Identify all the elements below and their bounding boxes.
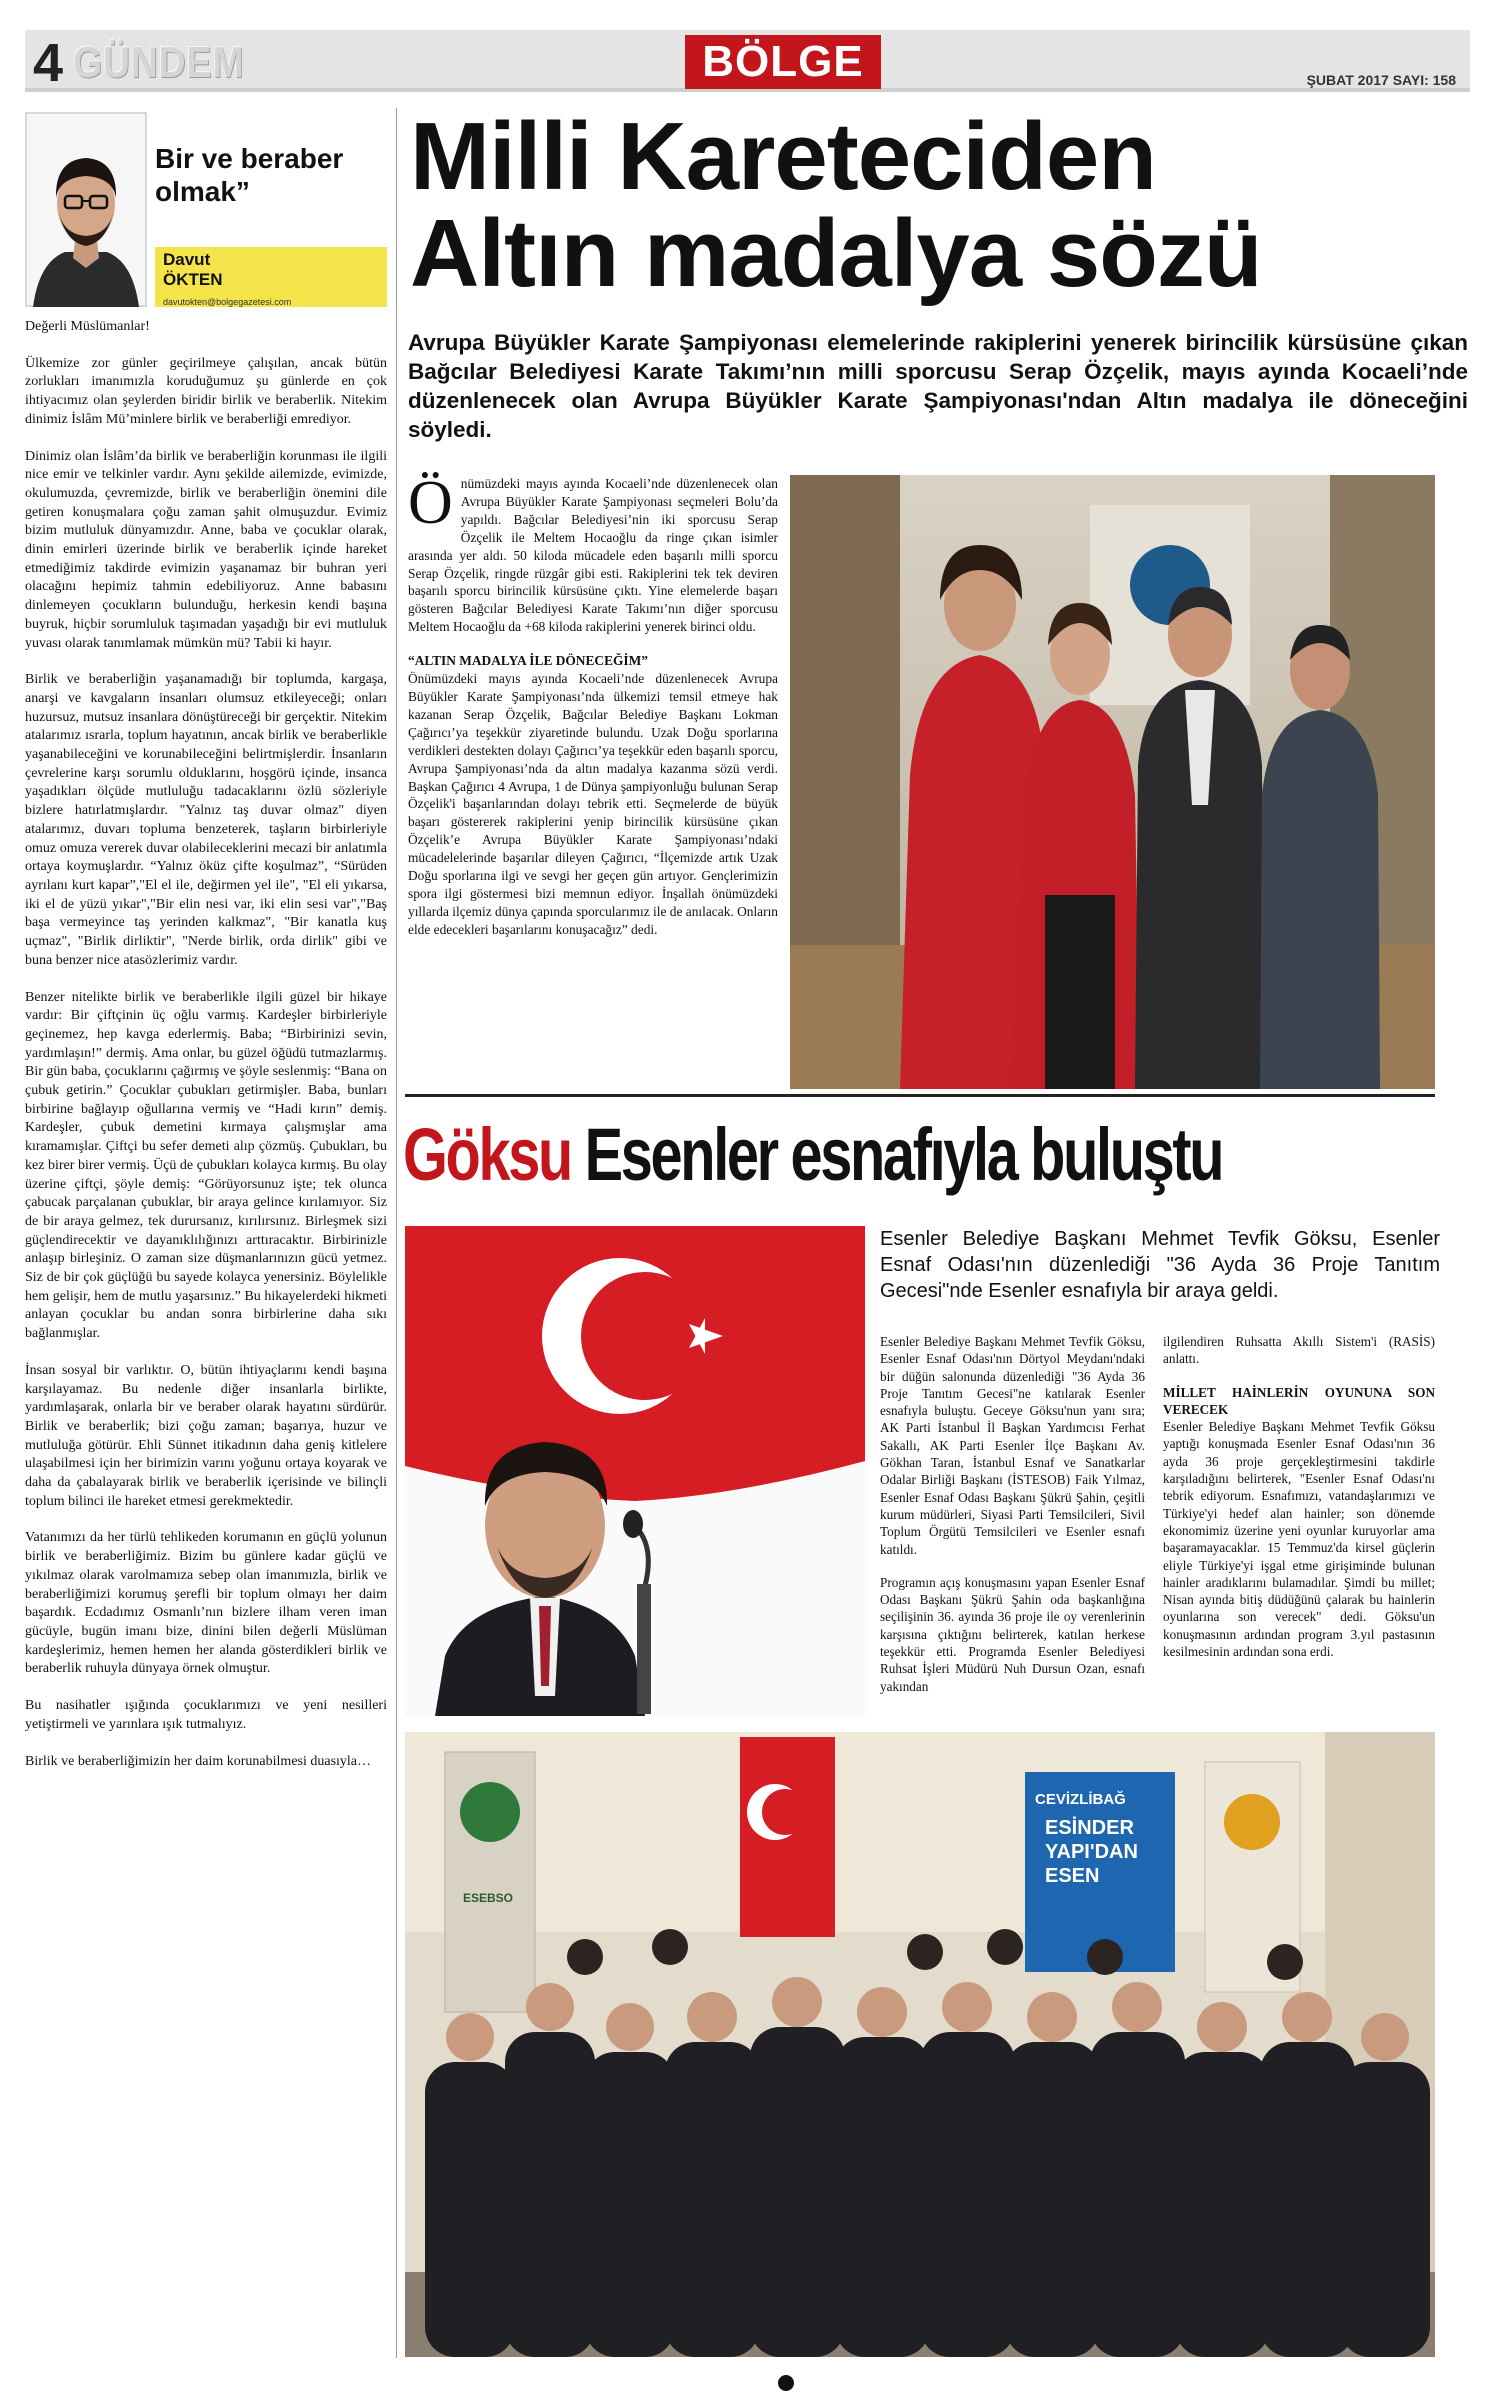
page-number: 4 <box>33 33 62 93</box>
section-name-left: GÜNDEM <box>73 38 245 87</box>
story2-paragraph <box>1163 1384 1435 1661</box>
story2-paragraph: ilgilendiren Ruhsatta Akıllı Sistem'i (RASİS) anlattı. <box>1163 1334 1435 1367</box>
banner-text: CEVİZLİBAĞ <box>1035 1791 1126 1808</box>
story1-body <box>408 469 778 955</box>
esnaf-group-photo <box>405 1732 1435 2357</box>
column-paragraph: Dinimiz olan İslâm’da birlik ve beraberliğin korunması ile ilgili nice emir ve telkinler vardır. Aynı şekilde ailemizde, evimizde, okulumuzda, çevremizde, birlik ve beraberliğin önemini dile getiren konuşmalara çoğu zaman şahit olmuşuzdur. Evimiz bizim mutluluk dünyamızdır. Anne, baba ve çocuklar olarak, dinin emirleri üzerinde birlik ve beraberlik içinde hareket etmediğimiz takdirde evimizin yaşanamaz bir buhran yeri olacağını hepimiz tahmin edebiliyoruz. Anne babasını dinlemeyen çocukların bulunduğu, herkesin kendi başına buyruk, hiçbir sorumluluk taşımadan yaşadığı bir evi mutluluk yuvası olarak tanımlamak mümkün mü? Tabii ki hayır. <box>25 448 387 651</box>
dropcap: Ö <box>408 469 453 537</box>
story1-lead: Avrupa Büyükler Karate Şampiyonası elemelerinde rakiplerini yenerek birincilik kürsüsüne çıkan Bağcılar Belediyesi Karate Takımı’nın milli sporcusu Serap Özçelik, mayıs ayında Kocaeli’nde düzenlenecek olan Avrupa Büyükler Karate Şampiyonası'ndan Altın madalya ile döneceğini söyledi. <box>408 330 1468 442</box>
column-divider <box>396 108 397 2358</box>
story1-paragraph <box>408 469 778 636</box>
page-end-dot <box>778 2375 794 2391</box>
page-header <box>25 30 1470 92</box>
author-email: davutokten@bolgegazetesi.com <box>163 297 292 307</box>
crowd-photo-icon <box>405 1732 1435 2357</box>
issue-info: ŞUBAT 2017 SAYI: 158 <box>1306 72 1456 88</box>
story1-paragraph2-text: Önümüzdeki mayıs ayında Kocaeli’nde düzenlenecek Avrupa Büyükler Karate Şampiyonası’nda ülkemizi temsil etmeye hak kazanan Serap Özçelik, Bağcılar Belediye Başkanı Lokman Çağırıcı’ya teşekkür ziyaretinde bulundu. Uzak Doğu sporlarına verdikleri destekten dolayı Çağırıcı’ya teşekkür eden başarılı sporcu, Avrupa Şampiyonası’nda da altın madalya kazanma sözü verdi. Başkan Çağırıcı 4 Avrupa, 1 de Dünya şampiyonluğu bulunan Serap Özçelik'i başarılarından dolayı tebrik etti. Seçmelerde de büyük başarı göstererek rakiplerini yenip birincilik kürsüsüne çıkan Özçelik’e Avrupa Büyükler Karate Şampiyonası’ndaki mücadelelerinde başarılar dileyen Çağırıcı, “İlçemizde artık Uzak Doğu sporlarına ilgi ve sevgi her geçen gün artıyor. Gençlerimizin spora ilgi göstermesi bizi memnun ediyor. İnşallah önümüzdeki yıllarda ilçemiz dünya çapında sporcularımız ile de anılacak. Onların elde edecekleri başarılarını konuşacağız” dedi. <box>408 671 778 937</box>
story2-lead: Esenler Belediye Başkanı Mehmet Tevfik Göksu, Esenler Esnaf Odası'nın düzenlediği "36 Ayda 36 Proje Tanıtım Gecesi"nde Esenler esnafıyla bir araya geldi. <box>880 1228 1440 1302</box>
author-portrait-icon <box>25 112 147 307</box>
banner-logo-text: ESEBSO <box>463 1891 514 1905</box>
story2-column2 <box>1163 1333 1435 1676</box>
story-divider <box>405 1094 1435 1097</box>
column-title <box>155 142 343 208</box>
story1-headline-line2: Altın madalya sözü <box>410 200 1262 307</box>
speaker-photo-icon <box>405 1226 865 1716</box>
column-paragraph: Bu nasihatler ışığında çocuklarımızı ve yeni nesilleri yetiştirmeli ve yarınlara ışık tutmalıyız. <box>25 1698 387 1732</box>
section-badge: BÖLGE <box>685 35 881 89</box>
story2-subhead: MİLLET HAİNLERİN OYUNUNA SON VERECEK <box>1163 1384 1435 1417</box>
author-first-name: Davut <box>163 250 211 269</box>
story2-headline-red: Göksu <box>403 1113 571 1196</box>
banner-text: ESİNDER <box>1045 1817 1134 1839</box>
story1-subhead: “ALTIN MADALYA İLE DÖNECEĞİM” <box>408 653 648 669</box>
mayor-speech-photo <box>405 1226 865 1716</box>
column-body <box>25 318 387 1789</box>
karate-visit-photo <box>790 475 1435 1089</box>
story1-headline <box>410 103 1470 307</box>
column-paragraph: İnsan sosyal bir varlıktır. O, bütün ihtiyaçlarını kendi başına karşılayamaz. Bu nedenle diğer insanlarla birlikte, yardımlaşarak, onlarla bir ve beraber olarak hayatını sürdürür. Birlik ve beraberlik; bizi çoğu zaman; başarıya, huzur ve mutluluğa götürür. Ehli Sünnet itikadının daha geniş kitlelere ulaşabilmesi için her birimizin varını yoğunu ortaya koyarak ve daha da çabalayarak birlik ve beraberlik içerisinde ve bilinçli toplum bilinci ile hareket etmesi gerekmektedir. <box>25 1362 387 1509</box>
group-photo-icon <box>790 475 1435 1089</box>
column-paragraph: Ülkemize zor günler geçirilmeye çalışılan, ancak bütün zorlukları imanımızla koruduğumuz şu günlerde en çok ihtiyacımız olan şeylerden biridir birlik ve beraberlik. Nitekim dinimiz İslâm Mü’minlere birlik ve beraberliği emrediyor. <box>25 355 387 427</box>
column-paragraph: Vatanımızı da her türlü tehlikeden korumanın en güçlü yolunun birlik ve beraberliğimiz. Bizim bu günlere kadar güçlü ve yıkılmaz olarak varolmamıza sebep olan imanımızla, birlik ve beraberliğimizi korumuş şerefli bir toplum olmayı her daim başardık. Ecdadımız Osmanlı’nın bizlere ilham veren iman gücüyle, bugün imanı bize, dinini bilen değerli Müslüman kardeşlerimiz, hemen hemen her alanda gösterdikleri birlik ve beraberlik ruhuyla dünyaya örnek olmuştur. <box>25 1530 387 1677</box>
story2-paragraph: Esenler Belediye Başkanı Mehmet Tevfik Göksu, Esenler Esnaf Odası'nın Dörtyol Meydanı'ndaki bir düğün salonunda düzenlediği "36 Ayda 36 Proje Tanıtım Gecesi"ne katılarak Esenler esnafıyla buluştu. Geceye Göksu'nun yanı sıra; AK Parti İstanbul İl Başkan Yardımcısı Ferhat Sakallı, AK Parti Esenler İlçe Başkanı Av. Gökhan Taran, İstanbul Esnaf ve Sanatkarlar Odalar Birliği Başkanı (İSTESOB) Faik Yılmaz, Esenler Esnaf Odası Başkanı Şükrü Şahin, çeşitli kurum müdürleri, Siyasi Parti Temsilcileri, Sivil Toplum Örgütü Temsilcileri ve Esenler esnafı katıldı. <box>880 1334 1145 1557</box>
story2-paragraph-text: Esenler Belediye Başkanı Mehmet Tevfik Göksu yaptığı konuşmada Esenler Esnaf Odası'nın 36 ayda 36 proje gerçekleştirmesini takdirle karşıladığını belirterek, "Esenler Esnaf Odası'nı tebrik ediyorum. Esnafımızı, vatandaşlarımızı ve Türkiye'yi hedef alan hainler; son dönemde ekonomimiz üzerine yeni oyunlar kuruyorlar ama başaramayacaklar. 15 Temmuz'da kirsel güçlerin eliyle Türkiye'yi işgal etme girişiminde bulunan hainler aradıklarını bulamadılar. Şimdi bu millet; Nisan ayında bitiş düdüğünü çalarak bu hainlerin oyunlarına son verecek" dedi. Göksu'un konuşmasının ardından program 3.yıl pastasının kesilmesinin ardından sona erdi. <box>1163 1419 1435 1660</box>
story2-headline <box>403 1112 1238 1198</box>
story2-column1 <box>880 1333 1145 1711</box>
column-paragraph: Benzer nitelikte birlik ve beraberlikle ilgili güzel bir hikaye vardır: Bir çiftçinin üç oğlu varmış. Kardeşler birbirleriyle geçinemez, hep kavga ederlermiş. Baba; “Birbirinizi sevin, yardımlaşın!” dermiş. Ama onlar, bu güzel öğüdü tutmazlarmış. Bir gün baba, çocuklarını çağırmış ve şöyle seslenmiş: “Bana on çubuk getirin.” Çocuklar çubukları getirmişler. Baba, bunları birbirine bağlayıp oğullarına vermiş ve “Hadi kırın” demiş. Kardeşler, çubuk demetini kırmaya çalışmışlar ama kıramamışlar. Çiftçi bu sefer demeti alıp çözmüş. Çubukları, bu kez birer birer vermiş. Üçü de çubukları kolayca kırmış. Bu olay üzerine çiftçi, şöyle demiş: “Görüyorsunuz işte; tek olunca çabucak parçalanan çubuklar, bir araya gelince kırılamıyor. Siz de bir araya gelmez, tek durursanız, kırılırsınız. Birleşmek sizi güçlendirecektir ve dayanıklılığınızı arttıracaktır. Birbirinizle anlaşıp birleşiniz. O zaman size düşmanlarınızın gücü yetmez. Siz de bir çok güçlüğü bu sayede kolayca yenersiniz. Böylelikle hem gelişir, hem de mutlu yaşarsınız.” Bu hikayelerdeki hikmeti anlayan çocuklar bu andan sonra birbirlerine daha sıkı bağlanmışlar. <box>25 989 387 1342</box>
story1-headline-line1: Milli Kareteciden <box>410 103 1156 210</box>
banner-text: ESEN <box>1045 1865 1100 1887</box>
author-photo <box>25 112 147 307</box>
story1-paragraph1-text: nümüzdeki mayıs ayında Kocaeli’nde düzenlenecek olan Avrupa Büyükler Karate Şampiyonası seçmeleri Bolu’da yapıldı. Bağcılar Belediyesi’nin iki sporcusu Serap Özçelik ile Meltem Hocaoğlu da ringe çıkan isimler arasında yer aldı. 50 kiloda mücadele eden başarılı milli sporcu Serap Özçelik, ringde rüzgâr gibi esti. Rakiplerini tek tek deviren başarılı sporcu birincilik kürsüsüne çıktı. Yine elemelerde başarı gösteren Bağcılar Belediyesi Karate Takımı’nın diğer sporcusu Meltem Hocaoğlu da +68 kiloda rakiplerini yenerek birinci oldu. <box>408 476 778 635</box>
column-title-line2: olmak” <box>155 176 250 207</box>
banner-text: YAPI'DAN <box>1045 1841 1138 1863</box>
story2-paragraph: Programın açış konuşmasını yapan Esenler Esnaf Odası Başkanı Şükrü Şahin oda başkanlığına seçilişinin 36. ayında 36 proje ile oy verenlerinin karşısına çıktığını belirterek, katılan herkese teşekkür etti. Programda Esenler Belediyesi Ruhsat İşleri Müdürü Nuh Dursun Ozan, esnafı yakından <box>880 1574 1145 1694</box>
column-paragraph: Birlik ve beraberliğimizin her daim korunabilmesi duasıyla… <box>25 1753 372 1769</box>
column-title-line1: Bir ve beraber <box>155 143 344 174</box>
author-last-name: ÖKTEN <box>163 270 223 289</box>
column-paragraph: Birlik ve beraberliğin yaşanamadığı bir toplumda, kargaşa, anarşi ve kavgaların insanları olumsuz etkileyeceği; onları huzursuz, mutsuz insanlara dönüştüreceği bir gerçektir. Nitekim atalarımız ısrarla, toplum hayatının, ancak birlik ve beraberlikle yaşanabileceğini ve korunabileceğini belirtmişlerdir. İnsanların çevrelerine karşı sorumlu olduklarını, hoşgörü içinde, insanca yaşadıkları ölçüde mutluluğu tadacaklarını özlü sözleriyle bizlere hatırlatmışlardır. "Yalnız taş duvar olmaz" diyen atalarımız, duvarı topluma benzeterek, taşların birbirleriyle omuz omuza vererek duvar olabileceklerini mecazi bir anlatımla ortaya koymuşlardır. “Yalnız öküz çifte koşulmaz”, “Sürüden ayrılanı kurt kapar”,"El el ile, değirmen yel ile", "El eli yıkarsa, iki el de yüzü yıkar","Bir elin nesi var, iki elin sesi var","Baş başa vermeyince taş yerinden kalkmaz", "Bir kanatla kuş uçmaz", "Birlik dirliktir", "Nerde birlik, orda dirlik" gibi ve buna benzer nice atasözlerimiz vardır. <box>25 672 387 968</box>
story2-headline-black: Esenler esnafıyla buluştu <box>584 1113 1223 1196</box>
column-paragraph: Değerli Müslümanlar! <box>25 319 150 334</box>
story1-paragraph <box>408 652 778 939</box>
